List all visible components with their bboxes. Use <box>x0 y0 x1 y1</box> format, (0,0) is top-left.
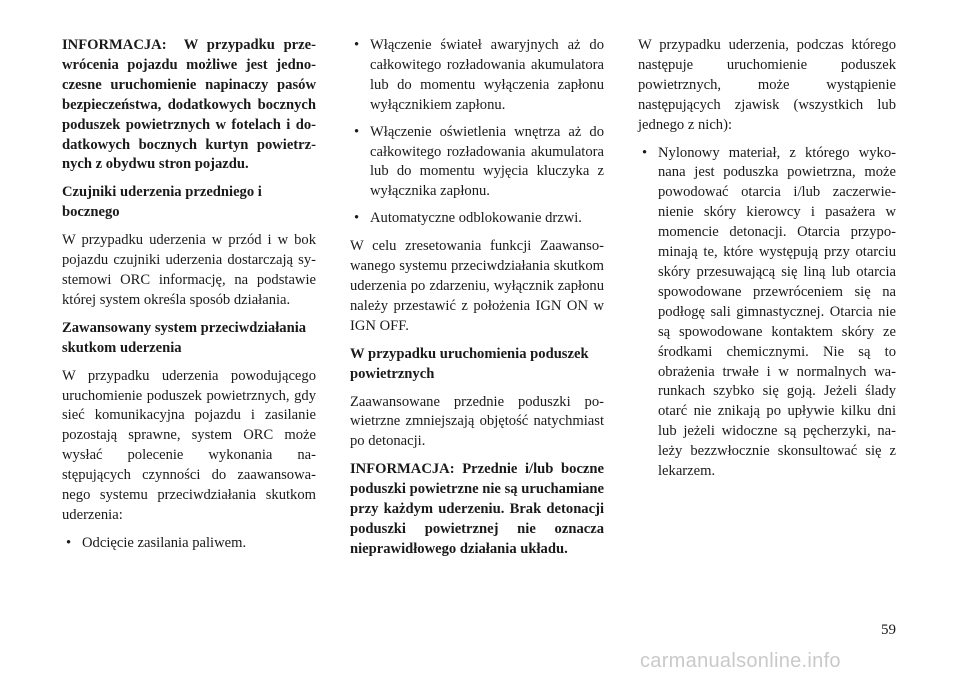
list-item: • Włączenie świateł awaryjnych aż do całkowitego rozładowania akumulatora lub do momentu wyłączenia zapłonu wyłącznikiem zapłonu. <box>350 36 604 116</box>
note-text: Przednie i/lub boczne poduszki powietrzne nie są uruchamiane przy każdym uderzeniu. Brak detonacji poduszki powietrznej nie oznacza nieprawidłowego działania układu. <box>350 461 604 557</box>
paragraph-enhanced-response: W przypadku uderzenia powodującego uruchomienie poduszek powietrznych, gdy sieć komunikacyjna pojazdu i zasilanie pozostają sprawne, system ORC może wysłać polecenie wykonania następujących czynności do zaawansowanego systemu przeciwdziałania skutkom uderzenia: <box>62 367 316 523</box>
paragraph-crash-sensors: W przypadku uderzenia w przód i w bok pojazdu czujniki uderzenia dostarczają systemowi ORC informację, na podstawie której system określa sposób działania. <box>62 232 316 308</box>
watermark: carmanualsonline.info <box>640 650 841 672</box>
paragraph-effects-intro: W przypadku uderzenia, podczas którego następuje uruchomienie poduszek powietrznych, może wystąpienie następujących zjawisk (wszystkich lub jednego z nich): <box>638 37 896 133</box>
text-column-middle <box>350 36 604 568</box>
airbag-rollover-note <box>62 36 316 175</box>
note-label: INFORMACJA: <box>62 37 167 53</box>
section-heading-crash-sensors: Czujniki uderzenia przedniego i bocznego <box>62 184 262 221</box>
bullet-list-right <box>638 144 896 482</box>
section-heading-enhanced-response: Zawansowany system przeciwdziałania skutkom uderzenia <box>62 319 307 356</box>
bullet-list-left <box>62 534 316 554</box>
section-heading-deployment: W przypadku uruchomienia poduszek powietrznych <box>350 345 589 382</box>
note-label: INFORMACJA: <box>350 461 455 478</box>
paragraph-reset: W celu zresetowania funkcji Zaawansowanego systemu przeciwdziałania skutkom uderzenia po zdarzeniu, wyłącznik zapłonu należy przestawić z położenia IGN ON w IGN OFF. <box>350 238 604 334</box>
paragraph-deployment: Zaawansowane przednie poduszki powietrzne zmniejszają objętość natychmiast po detonacji. <box>350 393 604 450</box>
list-item: • Odcięcie zasilania paliwem. <box>62 534 316 554</box>
text-column-right <box>638 36 896 490</box>
list-item: • Automatyczne odblokowanie drzwi. <box>350 209 604 229</box>
page-number: 59 <box>881 622 896 638</box>
list-item: • Włączenie oświetlenia wnętrza aż do całkowitego rozładowania akumulatora lub do momentu wyjęcia kluczyka z wyłącznika zapłonu. <box>350 123 604 203</box>
bullet-list-middle <box>350 36 604 229</box>
airbag-deployment-note <box>350 460 604 560</box>
text-column-left <box>62 36 316 562</box>
list-item: • Nylonowy materiał, z którego wykonana jest poduszka powietrzna, może powodować otarcia i/lub zaczerwienienie skóry kierowcy i pasażera w momencie detonacji. Otarcia przypominają te, które występują przy otarciu skóry przesuwającą się liną lub otarcia spowodowane przewróceniem się na podłogę sali gimnastycznej. Otarcia nie są spowodowane kontaktem skóry ze środkami chemicznymi. Nie są to obrażenia trwałe i w normalnych warunkach szybko się goją. Jeżeli ślady otarć nie znikają po upływie kilku dni lub jeżeli widoczne są pęcherzyki, należy bezzwłocznie skonsultować się z lekarzem. <box>638 144 896 482</box>
note-text: W przypadku przewrócenia pojazdu możliwe jest jednoczesne uruchomienie napinaczy pasów bezpieczeństwa, dodatkowych bocznych poduszek powietrznych w fotelach i dodatkowych bocznych kurtyn powietrznych z obydwu stron pojazdu. <box>62 37 316 173</box>
